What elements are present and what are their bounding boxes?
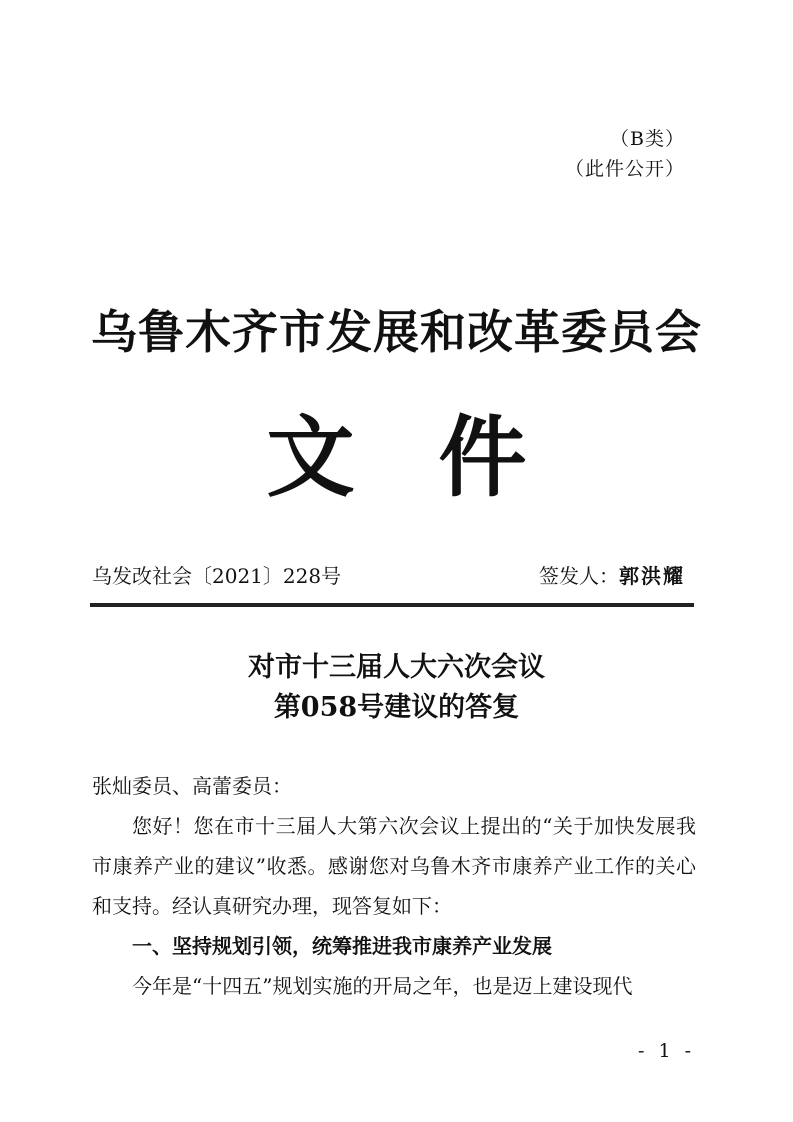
reply-title-line-2: 第058号建议的答复 [273, 692, 520, 723]
signer-line [539, 560, 685, 589]
reply-title [0, 648, 793, 728]
document-type-title: 文件 [266, 405, 611, 509]
signer-label: 签发人： [539, 564, 619, 588]
header-divider [90, 603, 694, 607]
section-heading: 一、坚持规划引领，统筹推进我市康养产业发展 [132, 934, 552, 958]
salutation: 张灿委员、高蕾委员： [92, 774, 292, 798]
document-body [92, 766, 696, 1006]
disclosure-label: （此件公开） [564, 158, 685, 180]
organization-title: 乌鲁木齐市发展和改革委员会 [91, 305, 702, 359]
body-paragraph: 您好！您在市十三届人大第六次会议上提出的“关于加快发展我市康养产业的建议”收悉。感谢您对乌鲁木齐市康养产业工作的关心和支持。经认真研究办理，现答复如下： [92, 814, 696, 918]
category-label: （B类） [610, 128, 685, 150]
page-number: - 1 - [637, 1040, 695, 1062]
signer-name: 郭洪耀 [619, 564, 685, 588]
document-classification [565, 124, 685, 184]
reply-title-line-1: 对市十三届人大六次会议 [248, 652, 545, 683]
body-paragraph: 今年是“十四五”规划实施的开局之年，也是迈上建设现代 [132, 974, 633, 998]
document-number: 乌发改社会〔2021〕228号 [92, 564, 342, 588]
